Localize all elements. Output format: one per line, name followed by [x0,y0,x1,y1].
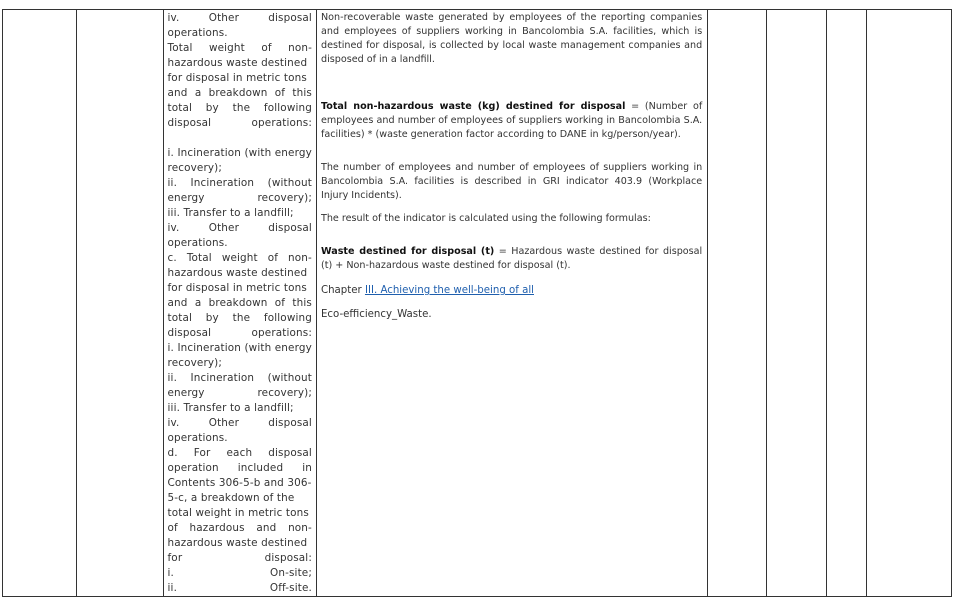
requirement-line [168,281,312,296]
requirement-word: d. [167,447,178,459]
requirement-word: iv. [167,12,180,24]
requirement-word: Total [186,252,212,264]
requirement-line [168,11,312,26]
requirement-word: ii. [167,582,178,594]
requirement-line [168,266,312,281]
requirement-word: disposal [268,222,312,234]
requirement-line [168,461,312,476]
requirement-word: For [193,447,211,459]
requirement-word: total [167,102,193,114]
requirement-line [168,581,312,596]
requirement-line [168,41,312,56]
requirement-line [168,161,312,176]
requirement-word: and [256,522,277,534]
methodology-cell [316,10,707,597]
requirement-line [168,536,312,551]
requirement-line [168,491,312,506]
requirement-line [168,341,312,356]
requirement-word: recovery); [257,387,312,399]
requirement-word: this [292,297,312,309]
requirement-word: and [167,87,188,99]
requirement-line [168,206,312,221]
requirement-word: included [237,462,284,474]
requirement-word: disposal: [264,552,312,564]
requirement-line [168,221,312,236]
methodology-paragraph-formula-disposal [321,245,702,273]
formula-term-disposal: Waste destined for disposal (t) [320,246,495,257]
requirement-word: (without [267,372,312,384]
table-row [3,10,952,597]
requirement-word: of [274,87,286,99]
requirement-word: disposal [167,117,212,129]
requirement-line [168,356,312,371]
requirement-word: Other [208,417,239,429]
requirement-word: non- [288,252,312,264]
requirement-blank-line [168,131,312,146]
requirement-line [168,371,312,386]
requirement-line [168,71,312,86]
requirement-word: disposal [167,327,212,339]
requirement-line [168,566,312,581]
requirement-word: hazardous [189,522,245,534]
requirement-line [168,191,312,206]
requirement-word: i. [167,567,174,579]
requirement-word: each [226,447,253,459]
requirement-word: total weight in metric tons [167,507,309,519]
requirement-line [168,446,312,461]
requirement-word: hazardous waste destined [167,57,308,69]
requirement-word: ii. [167,372,178,384]
requirement-word: recovery); [167,357,223,369]
requirement-word: (without [267,177,312,189]
requirement-word: in [302,462,312,474]
requirement-word: ii. [167,177,178,189]
requirement-word: Contents 306-5-b and 306- [167,477,312,489]
requirement-word: for [167,552,183,564]
requirement-line [168,146,312,161]
requirement-line [168,116,312,131]
requirement-word: operations: [251,327,312,339]
methodology-paragraph-formulas-intro: The result of the indicator is calculated using the following formulas: [320,213,651,224]
requirement-word: of [274,297,286,309]
requirement-word: On-site; [270,567,312,579]
formula-definition-nonhazardous: = (Number of employees and number of employees of suppliers working in Bancolombia S.A. facilities) * (waste generation factor according to DANE in kg/person/year). [320,101,703,140]
requirement-word: recovery); [167,162,223,174]
requirement-word: weight [221,252,258,264]
formula-definition-disposal: = Hazardous waste destined for disposal (t) + Non-hazardous waste destined for disposal (t). [320,246,703,271]
requirement-word: Incineration [190,372,255,384]
requirement-line [168,311,312,326]
requirement-line [168,386,312,401]
empty-cell-7 [826,10,866,597]
requirement-word: breakdown [208,87,268,99]
requirement-line [168,476,312,491]
requirement-line [168,401,312,416]
empty-cell-6 [767,10,826,597]
requirement-word: following [263,312,312,324]
chapter-reference [321,284,702,298]
requirement-line [168,251,312,266]
requirement-word: total [167,312,193,324]
requirement-word: hazardous waste destined [167,267,308,279]
requirement-word: iv. [167,222,180,234]
requirement-line [168,56,312,71]
methodology-text [317,10,707,322]
requirement-word: this [292,87,312,99]
requirement-word: c. [167,252,177,264]
methodology-paragraph-landfill: Non-recoverable waste generated by employees of the reporting companies and employees of suppliers working in Bancolombia S.A. facilities, which is destined for disposal, is collected by local waste management companies and disposed of in a landfill. [320,12,703,65]
requirement-word: operations. [167,237,228,249]
requirement-word: following [263,102,312,114]
requirement-word: a [194,87,202,99]
requirement-word: hazardous waste destined [167,537,308,549]
requirement-line [168,26,312,41]
requirement-line [168,296,312,311]
requirement-line [168,551,312,566]
requirement-word: by [205,312,219,324]
requirement-word: for disposal in metric tons [167,282,307,294]
methodology-paragraph-employees: The number of employees and number of employees of suppliers working in Bancolombia S.A. facilities is described in GRI indicator 403.9 (Workplace Injury Incidents). [320,162,703,201]
requirement-line [168,236,312,251]
requirement-line [168,506,312,521]
requirement-line [168,416,312,431]
empty-cell-1 [3,10,77,597]
requirement-word: Off-site. [269,582,312,594]
requirement-line [168,101,312,116]
chapter-link[interactable]: III. Achieving the well-being of all [364,285,534,296]
requirement-word: weight [208,42,245,54]
requirement-word: recovery); [257,192,312,204]
requirements-cell [163,10,316,597]
requirement-word: of [261,42,272,54]
requirement-word: i. Incineration (with energy [167,147,312,159]
requirement-line [168,86,312,101]
empty-cell-5 [708,10,767,597]
requirement-line [168,176,312,191]
empty-cell-8 [866,10,951,597]
requirement-word: iv. [167,417,180,429]
requirement-word: disposal [268,417,312,429]
requirement-line [168,431,312,446]
requirement-word: 5-c, a breakdown of the [167,492,295,504]
requirement-word: Other [208,12,239,24]
requirement-word: disposal [268,447,312,459]
requirement-word: breakdown [208,297,268,309]
requirement-word: Other [208,222,239,234]
requirement-word: the [232,102,251,114]
requirement-line [168,521,312,536]
empty-cell-2 [77,10,163,597]
methodology-paragraph-formula-nonhazardous [321,100,702,142]
requirement-word: operations: [251,117,312,129]
formula-term-nonhazardous: Total non-hazardous waste (kg) destined for disposal [320,101,626,112]
requirement-word: by [205,102,219,114]
chapter-prefix: Chapter [320,285,365,296]
requirement-line [168,326,312,341]
requirement-word: iii. Transfer to a landfill; [167,402,294,414]
requirements-text [164,10,316,596]
requirement-word: of [167,522,178,534]
requirement-word: iii. Transfer to a landfill; [167,207,294,219]
requirement-word: Total [167,42,193,54]
requirement-word: operations. [167,432,228,444]
requirement-word: for disposal in metric tons [167,72,307,84]
requirement-word: operation [167,462,219,474]
requirement-word: energy [167,192,205,204]
requirement-word: Incineration [190,177,255,189]
file-reference: Eco-efficiency_Waste. [320,309,432,320]
requirement-word: non- [288,522,312,534]
requirement-word: and [167,297,188,309]
requirement-word: disposal [268,12,312,24]
requirement-word: i. Incineration (with energy [167,342,312,354]
requirement-word: energy [167,387,205,399]
requirement-word: a [194,297,202,309]
requirement-word: operations. [167,27,228,39]
requirement-word: non- [288,42,312,54]
requirement-word: the [232,312,251,324]
requirement-word: of [267,252,279,264]
gri-content-table [2,9,952,597]
